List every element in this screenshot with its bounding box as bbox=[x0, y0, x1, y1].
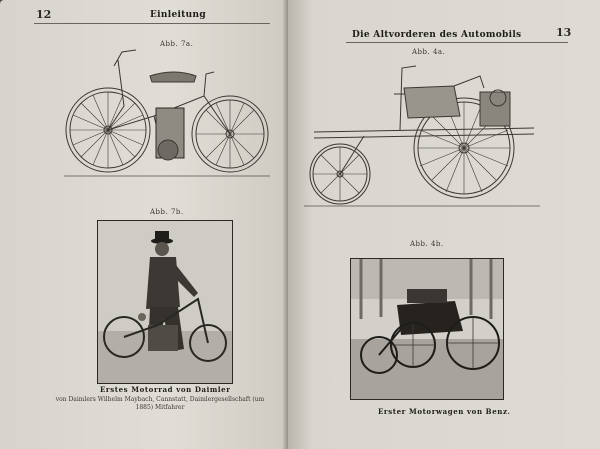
left-page-number: 12 bbox=[36, 8, 52, 21]
daimler-reitwagen-drawing bbox=[64, 46, 274, 184]
right-page-number: 13 bbox=[556, 26, 572, 39]
right-header-rule bbox=[346, 42, 568, 43]
left-fig-a-label: Abb. 7a. bbox=[160, 40, 194, 48]
daimler-rider-photo bbox=[97, 220, 233, 384]
benz-car-illustration bbox=[351, 259, 503, 399]
left-page bbox=[0, 0, 288, 449]
left-fig-b-label: Abb. 7b. bbox=[150, 208, 184, 216]
right-running-head: Die Altvorderen des Automobils bbox=[352, 30, 522, 40]
left-fig-b-caption: Erstes Motorrad von Daimler bbox=[100, 385, 231, 394]
benz-motorwagen-photo bbox=[350, 258, 504, 400]
left-running-head: Einleitung bbox=[150, 10, 206, 20]
rider-illustration bbox=[98, 221, 232, 383]
benz-motorwagen-drawing bbox=[304, 58, 544, 208]
left-fig-b-subcaption: von Daimlers Wilhelm Maybach, Cannstatt, Daimlergesellschaft (um 1885) Mitfahrer bbox=[55, 396, 265, 411]
right-fig-b-label: Abb. 4b. bbox=[410, 240, 444, 248]
right-fig-b-caption: Erster Motorwagen von Benz. bbox=[378, 407, 511, 416]
right-fig-a-label: Abb. 4a. bbox=[412, 48, 446, 56]
left-header-rule bbox=[34, 23, 270, 24]
